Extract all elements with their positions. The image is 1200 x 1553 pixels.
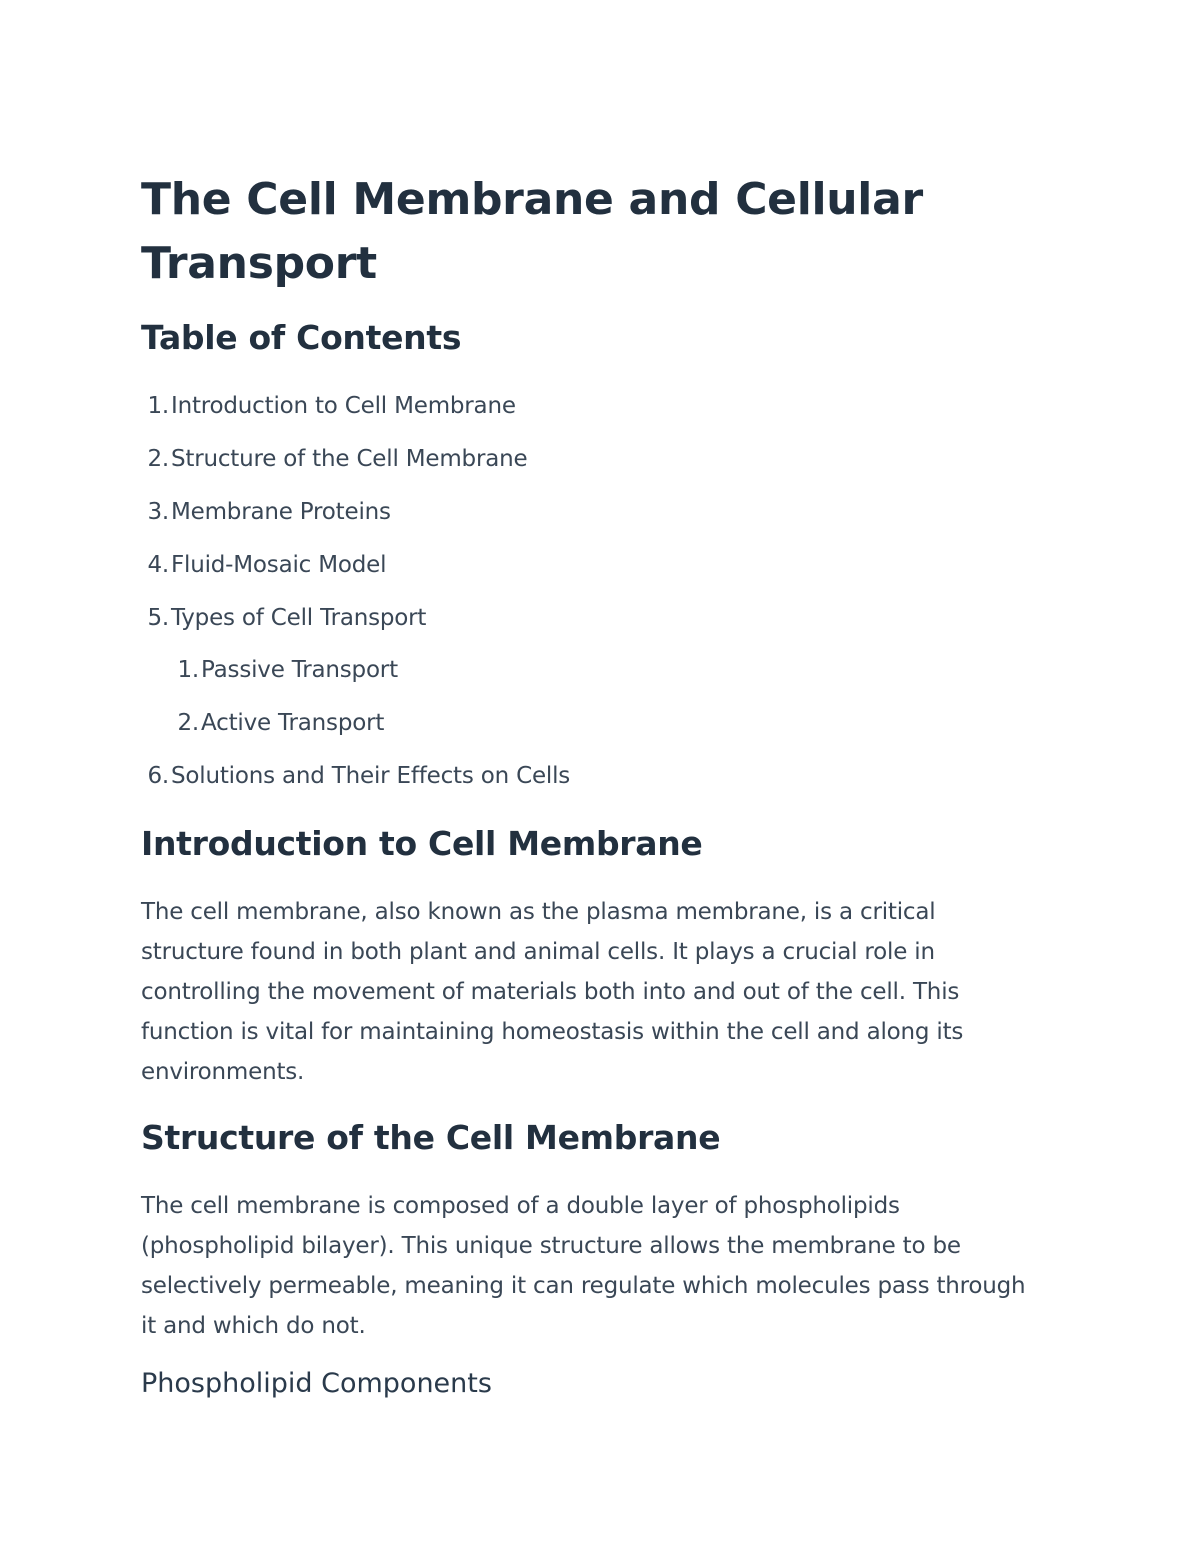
toc-item-label: Fluid-Mosaic Model <box>171 552 387 578</box>
toc-item-label: Types of Cell Transport <box>171 605 427 631</box>
toc-item[interactable] <box>141 550 386 580</box>
toc-item-number: 2. <box>177 710 199 736</box>
toc-item[interactable] <box>141 391 516 421</box>
subsection-heading-phospholipid: Phospholipid Components <box>141 1368 492 1399</box>
toc-item-number: 1. <box>147 393 169 419</box>
toc-item-label: Active Transport <box>201 710 385 736</box>
toc-item-label: Passive Transport <box>201 657 398 683</box>
toc-item[interactable] <box>141 603 426 633</box>
toc-item-number: 3. <box>147 499 169 525</box>
introduction-paragraph: The cell membrane, also known as the plasma membrane, is a critical structure found in both plant and animal cells. It plays a crucial role in controlling the movement of materials both into and out of the cell. This function is vital for maintaining homeostasis within the cell and along its environments. <box>141 899 964 1085</box>
toc-item-number: 2. <box>147 446 169 472</box>
toc-item-label: Structure of the Cell Membrane <box>171 446 528 472</box>
toc-heading: Table of Contents <box>141 318 462 357</box>
section-heading-introduction: Introduction to Cell Membrane <box>141 824 703 863</box>
toc-subitem[interactable] <box>171 655 398 685</box>
structure-paragraph: The cell membrane is composed of a double layer of phospholipids (phospholipid bilayer). This unique structure allows the membrane to be selectively permeable, meaning it can regulate which molecules pass through it and which do not. <box>141 1193 1026 1339</box>
document-title: The Cell Membrane and Cellular Transport <box>141 174 923 289</box>
section-heading-structure: Structure of the Cell Membrane <box>141 1118 721 1157</box>
toc-item-label: Introduction to Cell Membrane <box>171 393 516 419</box>
toc-item[interactable] <box>141 444 527 474</box>
toc-item-number: 1. <box>177 657 199 683</box>
toc-subitem[interactable] <box>171 708 384 738</box>
toc-item[interactable] <box>141 497 391 527</box>
toc-item-label: Solutions and Their Effects on Cells <box>171 763 571 789</box>
toc-item-number: 4. <box>147 552 169 578</box>
toc-item-label: Membrane Proteins <box>171 499 391 525</box>
toc-item-number: 5. <box>147 605 169 631</box>
toc-item-number: 6. <box>147 763 169 789</box>
toc-item[interactable] <box>141 761 570 791</box>
